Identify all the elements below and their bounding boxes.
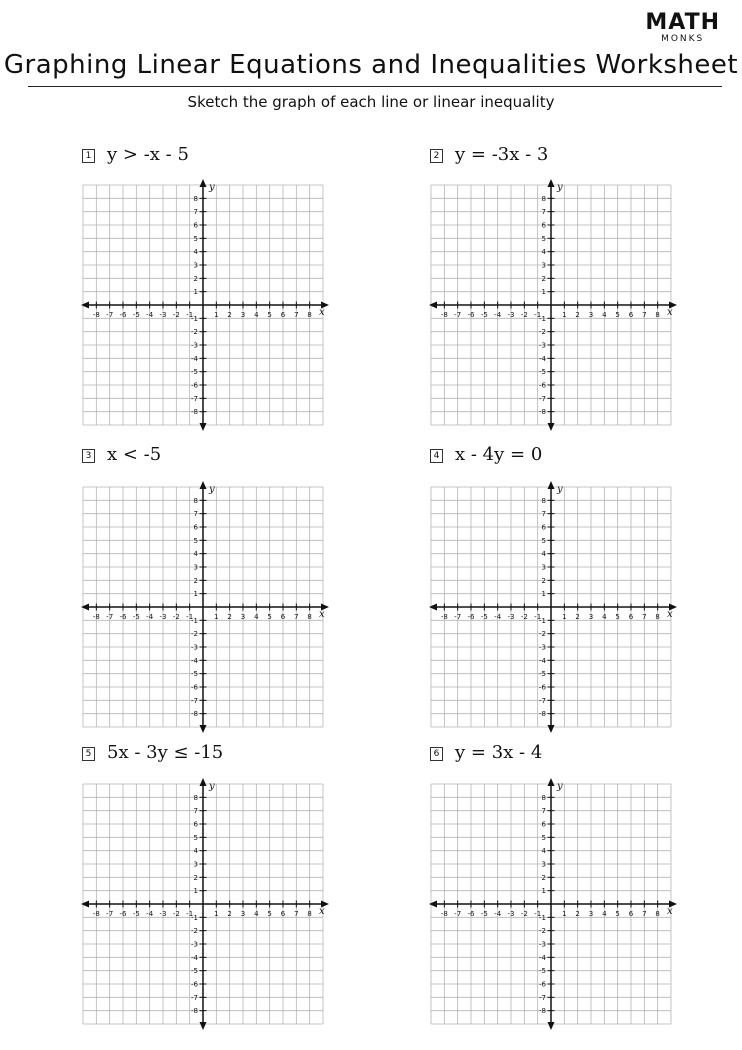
x-tick-label: 6 xyxy=(628,910,634,918)
y-tick-label: -7 xyxy=(539,993,546,1002)
y-tick-label: 6 xyxy=(193,523,198,532)
x-axis-arrow-left xyxy=(81,302,89,309)
x-tick-label: 6 xyxy=(280,311,286,319)
problem-equation: x - 4y = 0 xyxy=(455,444,543,465)
problem-equation: y = 3x - 4 xyxy=(455,742,543,763)
coordinate-grid-6[interactable] xyxy=(431,781,673,1024)
y-tick-label: 1 xyxy=(193,887,198,896)
x-tick-label: -5 xyxy=(132,311,140,319)
problem-number-box: 2 xyxy=(430,149,443,163)
y-tick-label: 3 xyxy=(541,563,546,572)
y-tick-label: 6 xyxy=(541,820,546,829)
y-tick-label: -5 xyxy=(539,670,546,679)
x-tick-label: 7 xyxy=(294,311,299,319)
y-tick-label: -2 xyxy=(539,328,546,337)
y-tick-label: 7 xyxy=(193,807,198,816)
x-tick-label: -6 xyxy=(467,613,475,621)
y-tick-label: 7 xyxy=(541,208,546,217)
y-axis-label: y xyxy=(209,781,215,792)
y-tick-label: 4 xyxy=(193,847,198,856)
y-tick-label: -2 xyxy=(539,630,546,639)
y-tick-label: 7 xyxy=(541,510,546,519)
x-tick-label: -2 xyxy=(172,613,180,621)
y-tick-label: 5 xyxy=(193,234,198,243)
y-tick-label: -3 xyxy=(539,643,546,652)
x-tick-label: -8 xyxy=(92,311,100,319)
x-tick-label: -1 xyxy=(534,613,542,621)
x-tick-label: -7 xyxy=(454,613,462,621)
x-axis-arrow-left xyxy=(429,901,437,908)
x-axis-label: x xyxy=(319,307,325,318)
x-tick-label: -1 xyxy=(186,311,194,319)
y-tick-label: 2 xyxy=(541,873,546,882)
x-tick-label: -8 xyxy=(92,910,100,918)
x-tick-label: -1 xyxy=(186,613,194,621)
y-tick-label: -8 xyxy=(191,408,198,417)
x-tick-label: -1 xyxy=(534,910,542,918)
y-axis-label: y xyxy=(557,484,563,495)
x-tick-label: -6 xyxy=(119,613,127,621)
x-tick-label: -2 xyxy=(520,311,528,319)
x-tick-label: -5 xyxy=(132,910,140,918)
y-tick-label: 3 xyxy=(193,261,198,270)
y-tick-label: -8 xyxy=(539,710,546,719)
x-tick-label: 5 xyxy=(267,613,272,621)
x-tick-label: -3 xyxy=(159,311,167,319)
y-tick-label: -1 xyxy=(539,913,546,922)
y-tick-label: -6 xyxy=(539,980,546,989)
y-tick-label: -8 xyxy=(539,408,546,417)
problem-number-box: 4 xyxy=(430,449,443,463)
y-tick-label: -7 xyxy=(539,696,546,705)
y-tick-label: 2 xyxy=(541,576,546,585)
y-tick-label: -6 xyxy=(191,683,198,692)
y-tick-label: -6 xyxy=(191,980,198,989)
x-axis-arrow-left xyxy=(429,604,437,611)
logo-math: MATH xyxy=(645,10,720,35)
x-tick-label: 5 xyxy=(267,311,272,319)
x-tick-label: -4 xyxy=(494,910,502,918)
math-monks-logo xyxy=(645,12,720,44)
y-tick-label: -2 xyxy=(539,927,546,936)
problem-number-box: 5 xyxy=(82,747,95,761)
x-tick-label: -2 xyxy=(172,910,180,918)
x-tick-label: 3 xyxy=(588,311,594,319)
x-tick-label: 4 xyxy=(602,311,607,319)
x-tick-label: -2 xyxy=(520,613,528,621)
x-tick-label: 1 xyxy=(214,311,219,319)
problem-6-label xyxy=(430,742,542,763)
x-tick-label: -7 xyxy=(106,311,114,319)
x-tick-label: 5 xyxy=(615,910,620,918)
y-tick-label: -7 xyxy=(191,696,198,705)
x-tick-label: 7 xyxy=(642,311,647,319)
y-tick-label: -1 xyxy=(539,616,546,625)
y-tick-label: 5 xyxy=(541,833,546,842)
problem-4-label xyxy=(430,444,542,465)
y-tick-label: 2 xyxy=(541,274,546,283)
x-tick-label: 8 xyxy=(307,910,312,918)
y-tick-label: -4 xyxy=(539,354,546,363)
y-tick-label: 3 xyxy=(193,563,198,572)
y-tick-label: 1 xyxy=(541,590,546,599)
x-tick-label: -8 xyxy=(440,910,448,918)
x-tick-label: -2 xyxy=(172,311,180,319)
y-tick-label: -8 xyxy=(539,1007,546,1016)
y-tick-label: 5 xyxy=(193,536,198,545)
x-tick-label: -4 xyxy=(146,910,154,918)
x-tick-label: -6 xyxy=(119,910,127,918)
x-tick-label: 3 xyxy=(588,910,594,918)
coordinate-grid-1[interactable] xyxy=(83,182,325,425)
y-tick-label: -6 xyxy=(191,381,198,390)
x-tick-label: 2 xyxy=(575,910,580,918)
problem-number-box: 6 xyxy=(430,747,443,761)
y-axis-arrow-down xyxy=(548,725,555,733)
problem-5-label xyxy=(82,742,223,763)
y-tick-label: 4 xyxy=(193,248,198,257)
x-tick-label: -5 xyxy=(480,311,488,319)
y-axis-arrow-down xyxy=(200,1022,207,1030)
x-tick-label: 2 xyxy=(575,613,580,621)
y-tick-label: -1 xyxy=(191,616,198,625)
y-tick-label: 4 xyxy=(193,550,198,559)
y-tick-label: -3 xyxy=(191,643,198,652)
x-tick-label: -6 xyxy=(467,311,475,319)
problem-number-box: 1 xyxy=(82,149,95,163)
x-tick-label: -7 xyxy=(454,910,462,918)
problem-equation: y > -x - 5 xyxy=(107,144,189,165)
x-tick-label: 6 xyxy=(280,910,286,918)
x-tick-label: 7 xyxy=(294,910,299,918)
y-tick-label: 6 xyxy=(193,221,198,230)
y-tick-label: -2 xyxy=(191,630,198,639)
y-tick-label: -3 xyxy=(539,341,546,350)
y-tick-label: -3 xyxy=(191,940,198,949)
y-tick-label: 1 xyxy=(541,887,546,896)
x-tick-label: 8 xyxy=(307,311,312,319)
x-tick-label: 1 xyxy=(562,613,567,621)
x-tick-label: 2 xyxy=(575,311,580,319)
x-tick-label: 8 xyxy=(307,613,312,621)
y-tick-label: -7 xyxy=(191,993,198,1002)
x-tick-label: 5 xyxy=(615,311,620,319)
x-tick-label: -6 xyxy=(119,311,127,319)
y-tick-label: 5 xyxy=(541,536,546,545)
x-tick-label: 3 xyxy=(240,613,246,621)
x-tick-label: -3 xyxy=(507,910,515,918)
y-tick-label: -4 xyxy=(191,656,198,665)
x-tick-label: -3 xyxy=(507,311,515,319)
coordinate-grid-3[interactable] xyxy=(83,484,325,727)
y-tick-label: -5 xyxy=(539,368,546,377)
x-tick-label: 2 xyxy=(227,613,232,621)
title-divider xyxy=(28,86,722,87)
y-tick-label: 2 xyxy=(193,576,198,585)
x-tick-label: -8 xyxy=(92,613,100,621)
problem-equation: y = -3x - 3 xyxy=(455,144,549,165)
x-tick-label: 4 xyxy=(254,910,259,918)
x-tick-label: 6 xyxy=(280,613,286,621)
y-tick-label: -8 xyxy=(191,710,198,719)
problem-2-label xyxy=(430,144,548,165)
coordinate-grid-4[interactable] xyxy=(431,484,673,727)
y-tick-label: 4 xyxy=(541,847,546,856)
y-tick-label: -5 xyxy=(539,967,546,976)
x-tick-label: 4 xyxy=(602,910,607,918)
y-tick-label: 1 xyxy=(541,288,546,297)
y-tick-label: -8 xyxy=(191,1007,198,1016)
y-tick-label: 7 xyxy=(193,510,198,519)
y-axis-label: y xyxy=(209,484,215,495)
y-tick-label: 6 xyxy=(541,523,546,532)
x-axis-arrow-left xyxy=(429,302,437,309)
y-tick-label: -7 xyxy=(539,394,546,403)
y-tick-label: 2 xyxy=(193,274,198,283)
x-tick-label: 6 xyxy=(628,613,634,621)
y-tick-label: 7 xyxy=(541,807,546,816)
y-axis-arrow-down xyxy=(548,423,555,431)
x-tick-label: -8 xyxy=(440,311,448,319)
x-tick-label: 4 xyxy=(602,613,607,621)
x-tick-label: -7 xyxy=(454,311,462,319)
y-axis-arrow-down xyxy=(200,423,207,431)
x-tick-label: 4 xyxy=(254,311,259,319)
x-tick-label: -5 xyxy=(480,910,488,918)
x-tick-label: -5 xyxy=(480,613,488,621)
y-axis-arrow-down xyxy=(200,725,207,733)
y-tick-label: 8 xyxy=(193,793,198,802)
y-tick-label: 3 xyxy=(541,860,546,869)
coordinate-grid-2[interactable] xyxy=(431,182,673,425)
y-tick-label: 8 xyxy=(193,496,198,505)
x-tick-label: 3 xyxy=(240,910,246,918)
y-tick-label: -1 xyxy=(191,913,198,922)
y-tick-label: 5 xyxy=(541,234,546,243)
y-tick-label: 8 xyxy=(541,496,546,505)
x-tick-label: 5 xyxy=(267,910,272,918)
x-tick-label: 7 xyxy=(642,613,647,621)
y-tick-label: -1 xyxy=(539,314,546,323)
y-tick-label: 3 xyxy=(193,860,198,869)
y-tick-label: 7 xyxy=(193,208,198,217)
x-axis-label: x xyxy=(667,609,673,620)
y-axis-arrow-up xyxy=(200,481,207,489)
y-tick-label: -4 xyxy=(191,953,198,962)
x-axis-arrow-left xyxy=(81,901,89,908)
y-tick-label: -4 xyxy=(539,953,546,962)
x-tick-label: -5 xyxy=(132,613,140,621)
x-tick-label: 1 xyxy=(562,311,567,319)
y-tick-label: -4 xyxy=(191,354,198,363)
y-tick-label: -6 xyxy=(539,381,546,390)
y-axis-arrow-down xyxy=(548,1022,555,1030)
x-tick-label: 2 xyxy=(227,910,232,918)
x-tick-label: 4 xyxy=(254,613,259,621)
coordinate-grid-5[interactable] xyxy=(83,781,325,1024)
y-tick-label: -3 xyxy=(539,940,546,949)
y-tick-label: -1 xyxy=(191,314,198,323)
y-axis-label: y xyxy=(209,182,215,193)
x-tick-label: 1 xyxy=(214,613,219,621)
y-tick-label: -4 xyxy=(539,656,546,665)
y-tick-label: 8 xyxy=(541,793,546,802)
y-tick-label: -2 xyxy=(191,328,198,337)
y-tick-label: -5 xyxy=(191,368,198,377)
x-tick-label: -6 xyxy=(467,910,475,918)
x-axis-label: x xyxy=(667,307,673,318)
y-axis-arrow-up xyxy=(548,481,555,489)
x-tick-label: 7 xyxy=(294,613,299,621)
y-tick-label: 8 xyxy=(193,194,198,203)
problem-number-box: 3 xyxy=(82,449,95,463)
y-axis-label: y xyxy=(557,182,563,193)
worksheet-instructions: Sketch the graph of each line or linear inequality xyxy=(187,93,555,111)
x-tick-label: 8 xyxy=(655,311,660,319)
x-tick-label: 7 xyxy=(642,910,647,918)
y-tick-label: -5 xyxy=(191,967,198,976)
x-tick-label: -3 xyxy=(159,910,167,918)
x-tick-label: 1 xyxy=(562,910,567,918)
x-tick-label: -1 xyxy=(186,910,194,918)
x-tick-label: -3 xyxy=(159,613,167,621)
x-tick-label: 3 xyxy=(240,311,246,319)
y-tick-label: 4 xyxy=(541,248,546,257)
worksheet-title: Graphing Linear Equations and Inequalities Worksheet xyxy=(3,50,739,80)
x-axis-label: x xyxy=(319,609,325,620)
problem-equation: 5x - 3y ≤ -15 xyxy=(107,742,224,763)
x-tick-label: -8 xyxy=(440,613,448,621)
y-tick-label: 5 xyxy=(193,833,198,842)
x-axis-label: x xyxy=(667,906,673,917)
y-axis-arrow-up xyxy=(200,179,207,187)
y-tick-label: 1 xyxy=(193,288,198,297)
x-tick-label: -4 xyxy=(146,311,154,319)
y-tick-label: -7 xyxy=(191,394,198,403)
x-tick-label: 1 xyxy=(214,910,219,918)
problem-3-label xyxy=(82,444,161,465)
y-tick-label: -3 xyxy=(191,341,198,350)
y-tick-label: 2 xyxy=(193,873,198,882)
y-axis-arrow-up xyxy=(200,778,207,786)
x-tick-label: 3 xyxy=(588,613,594,621)
y-tick-label: 4 xyxy=(541,550,546,559)
y-tick-label: -5 xyxy=(191,670,198,679)
y-tick-label: 1 xyxy=(193,590,198,599)
x-tick-label: -1 xyxy=(534,311,542,319)
x-tick-label: 2 xyxy=(227,311,232,319)
x-tick-label: -7 xyxy=(106,613,114,621)
y-axis-arrow-up xyxy=(548,778,555,786)
x-tick-label: -2 xyxy=(520,910,528,918)
y-axis-label: y xyxy=(557,781,563,792)
x-tick-label: -4 xyxy=(494,311,502,319)
x-tick-label: -7 xyxy=(106,910,114,918)
y-tick-label: -6 xyxy=(539,683,546,692)
x-axis-arrow-left xyxy=(81,604,89,611)
problem-equation: x < -5 xyxy=(107,444,162,465)
x-tick-label: -4 xyxy=(494,613,502,621)
y-tick-label: 6 xyxy=(193,820,198,829)
y-tick-label: 3 xyxy=(541,261,546,270)
x-tick-label: 8 xyxy=(655,613,660,621)
x-axis-label: x xyxy=(319,906,325,917)
y-axis-arrow-up xyxy=(548,179,555,187)
y-tick-label: -2 xyxy=(191,927,198,936)
x-tick-label: -4 xyxy=(146,613,154,621)
x-tick-label: 6 xyxy=(628,311,634,319)
x-tick-label: 5 xyxy=(615,613,620,621)
y-tick-label: 8 xyxy=(541,194,546,203)
y-tick-label: 6 xyxy=(541,221,546,230)
logo-monks: MONKS xyxy=(661,34,705,44)
problem-1-label xyxy=(82,144,189,165)
x-tick-label: -3 xyxy=(507,613,515,621)
x-tick-label: 8 xyxy=(655,910,660,918)
